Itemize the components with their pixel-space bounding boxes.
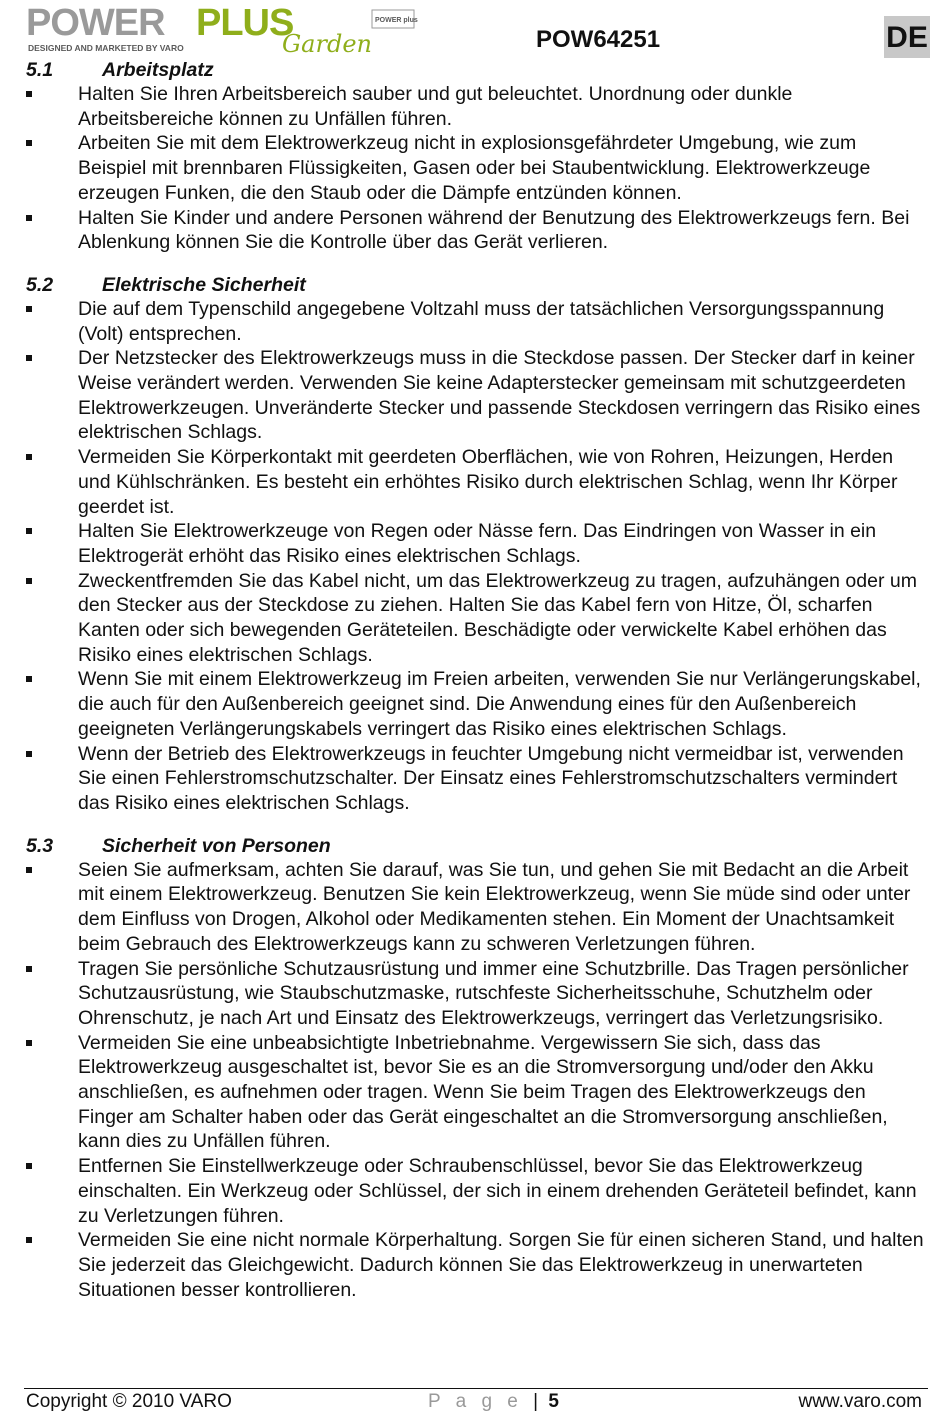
list-item-text: Halten Sie Elektrowerkzeuge von Regen oder Nässe fern. Das Eindringen von Wasser in ein Elektrogerät erhöht das Risiko eines elektrischen Schlags. bbox=[78, 520, 877, 567]
page-number: 5 bbox=[548, 1391, 559, 1412]
square-bullet-icon bbox=[26, 91, 32, 97]
list-item-text: Der Netzstecker des Elektrowerkzeugs muss in die Steckdose passen. Der Stecker darf in keiner Weise verändert werden. Verwenden Sie keine Adapterstecker gemeinsam mit schutzgeerdeten Elektrowerkzeugen. Unveränderte Stecker und passende Steckdosen verringern das Risiko eines elektrischen Schlags. bbox=[78, 347, 921, 444]
list-item-text: Vermeiden Sie Körperkontakt mit geerdeten Oberflächen, wie von Rohren, Heizungen, Herden und Kühlschränken. Es besteht ein erhöhtes Risiko durch elektrischen Schlag, wenn Ihr Körper geerdet ist. bbox=[78, 446, 898, 518]
square-bullet-icon bbox=[26, 355, 32, 361]
list-item-text: Entfernen Sie Einstellwerkzeuge oder Schraubenschlüssel, bevor Sie das Elektrowerkzeug einschalten. Ein Werkzeug oder Schlüssel, der sich in einem drehenden Geräteteil befindet, kann zu Verletzungen führen. bbox=[78, 1155, 917, 1227]
square-bullet-icon bbox=[26, 751, 32, 757]
page-separator: | bbox=[533, 1391, 539, 1412]
model-number: POW64251 bbox=[536, 26, 661, 53]
list-item bbox=[26, 1228, 926, 1302]
section-5-1 bbox=[26, 58, 926, 255]
section-number: 5.2 bbox=[26, 273, 54, 296]
list-item-text: Halten Sie Kinder und andere Personen während der Benutzung des Elektrowerkzeugs fern. Bei Ablenkung können Sie die Kontrolle über das Gerät verlieren. bbox=[78, 206, 910, 254]
powerplus-garden-logo bbox=[26, 4, 426, 56]
list-item-text: Halten Sie Ihren Arbeitsbereich sauber und gut beleuchtet. Unordnung oder dunkle Arbeitsbereiche können zu Unfällen führen. bbox=[78, 83, 793, 130]
section-5-2 bbox=[26, 273, 926, 816]
list-item bbox=[26, 742, 926, 816]
square-bullet-icon bbox=[26, 966, 32, 972]
square-bullet-icon bbox=[26, 1237, 32, 1243]
list-item-text: Die auf dem Typenschild angegebene Voltzahl muss der tatsächlichen Versorgungsspannung (Volt) entsprechen. bbox=[78, 297, 885, 345]
list-item-text: Arbeiten Sie mit dem Elektrowerkzeug nicht in explosionsgefährdeter Umgebung, wie zum Beispiel mit brennbaren Flüssigkeiten, Gasen oder bei Staubentwicklung. Elektrowerkzeuge erzeugen Funken, die den Staub oder die Dämpfe entzünden können. bbox=[78, 132, 871, 204]
list-item bbox=[26, 445, 926, 519]
section-5-3 bbox=[26, 834, 926, 1303]
language-badge: DE bbox=[884, 16, 930, 58]
section-title: Sicherheit von Personen bbox=[102, 834, 331, 857]
square-bullet-icon bbox=[26, 454, 32, 460]
section-number: 5.1 bbox=[26, 59, 54, 81]
square-bullet-icon bbox=[26, 578, 32, 584]
list-item bbox=[26, 131, 926, 205]
list-item bbox=[26, 667, 926, 741]
svg-text:DESIGNED AND MARKETED BY VARO: DESIGNED AND MARKETED BY VARO bbox=[28, 43, 184, 53]
list-item-text: Tragen Sie persönliche Schutzausrüstung und immer eine Schutzbrille. Das Tragen persönlicher Schutzausrüstung, wie Staubschutzmaske, rutschfeste Sicherheitsschuhe, Schutzhelm oder Ohrenschutz, je nach Art und Einsatz des Elektrowerkzeugs, verringert das Verletzungsrisiko. bbox=[78, 957, 909, 1029]
section-title: Elektrische Sicherheit bbox=[102, 273, 306, 296]
list-item-text: Zweckentfremden Sie das Kabel nicht, um das Elektrowerkzeug zu tragen, aufzuhängen oder um den Stecker aus der Steckdose zu ziehen. Halten Sie das Kabel fern von Hitze, Öl, scharfen Kanten oder sich bewegenden Geräteteilen. Beschädigte oder verwickelte Kabel erhöhen das Risiko eines elektrischen Schlags. bbox=[78, 569, 917, 666]
svg-text:POWER plus: POWER plus bbox=[375, 17, 418, 24]
list-item bbox=[26, 858, 926, 957]
square-bullet-icon bbox=[26, 1040, 32, 1046]
bullet-list bbox=[26, 858, 926, 1303]
list-item bbox=[26, 206, 926, 255]
section-number: 5.3 bbox=[26, 834, 54, 857]
list-item-text: Vermeiden Sie eine nicht normale Körperhaltung. Sorgen Sie für einen sicheren Stand, und halten Sie jederzeit das Gleichgewicht. Dadurch können Sie das Elektrowerkzeug in unerwarteten Situationen besser kontrollieren. bbox=[78, 1229, 924, 1301]
list-item bbox=[26, 957, 926, 1031]
section-gap bbox=[26, 255, 926, 273]
square-bullet-icon bbox=[26, 306, 32, 312]
list-item-text: Seien Sie aufmerksam, achten Sie darauf, was Sie tun, und gehen Sie mit Bedacht an die Arbeit mit einem Elektrowerkzeug. Benutzen Sie kein Elektrowerkzeug, wenn Sie müde sind oder unter dem Einfluss von Drogen, Alkohol oder Medikamenten stehen. Ein Moment der Unachtsamkeit beim Gebrauch des Elektrowerkzeugs kann zu schweren Verletzungen führen. bbox=[78, 858, 911, 955]
page-label: P a g e bbox=[428, 1391, 523, 1412]
svg-text:Garden: Garden bbox=[282, 30, 372, 56]
section-gap bbox=[26, 816, 926, 834]
square-bullet-icon bbox=[26, 676, 32, 682]
list-item-text: Wenn Sie mit einem Elektrowerkzeug im Freien arbeiten, verwenden Sie nur Verlängerungskabel, die auch für den Außenbereich geeignet sind. Die Anwendung eines für den Außenbereich geeigneten Verlängerungskabels verringert das Risiko eines elektrischen Schlags. bbox=[78, 668, 921, 740]
section-heading bbox=[26, 273, 926, 297]
square-bullet-icon bbox=[26, 867, 32, 873]
footer-divider bbox=[24, 1388, 928, 1389]
bullet-list bbox=[26, 297, 926, 816]
list-item bbox=[26, 569, 926, 668]
footer-copyright: Copyright © 2010 VARO bbox=[26, 1391, 232, 1412]
footer-page bbox=[428, 1391, 559, 1413]
list-item bbox=[26, 1154, 926, 1228]
section-heading bbox=[26, 834, 926, 858]
section-title: Arbeitsplatz bbox=[102, 59, 214, 81]
list-item-text: Vermeiden Sie eine unbeabsichtigte Inbetriebnahme. Vergewissern Sie sich, dass das Elektrowerkzeug ausgeschaltet ist, bevor Sie es an die Stromversorgung und/oder den Akku anschließen, es aufnehmen oder tragen. Wenn Sie beim Tragen des Elektrowerkzeugs den Finger am Schalter haben oder das Gerät eingeschaltet an die Stromversorgung anschließen, kann dies zu Unfällen führen. bbox=[78, 1031, 888, 1153]
page-header bbox=[0, 0, 950, 60]
main-content bbox=[26, 58, 926, 1302]
section-heading bbox=[26, 58, 926, 82]
square-bullet-icon bbox=[26, 1163, 32, 1169]
list-item-text: Wenn der Betrieb des Elektrowerkzeugs in feuchter Umgebung nicht vermeidbar ist, verwenden Sie einen Fehlerstromschutzschalter. Der Einsatz eines Fehlerstromschutzschalters vermindert das Risiko eines elektrischen Schlags. bbox=[78, 742, 904, 814]
list-item bbox=[26, 82, 926, 131]
list-item bbox=[26, 1031, 926, 1155]
footer-website: www.varo.com bbox=[798, 1391, 922, 1412]
list-item bbox=[26, 346, 926, 445]
square-bullet-icon bbox=[26, 215, 32, 221]
svg-text:PLUS: PLUS bbox=[196, 4, 294, 44]
square-bullet-icon bbox=[26, 140, 32, 146]
square-bullet-icon bbox=[26, 528, 32, 534]
bullet-list bbox=[26, 82, 926, 255]
list-item bbox=[26, 297, 926, 346]
svg-text:POWER: POWER bbox=[26, 4, 165, 44]
list-item bbox=[26, 519, 926, 568]
